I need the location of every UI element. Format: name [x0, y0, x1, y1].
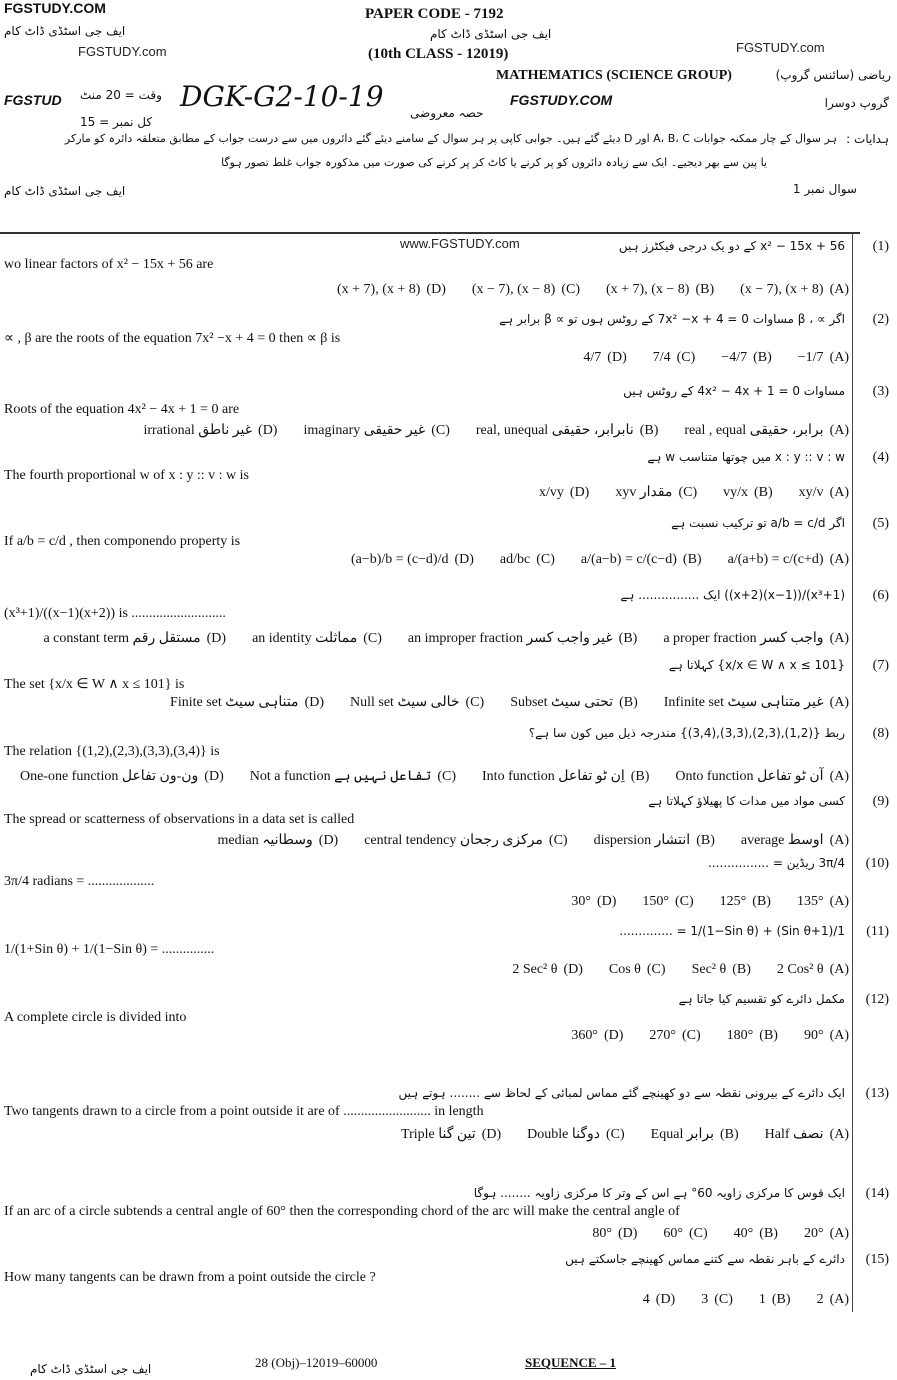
option-text: central tendency مرکزی رجحان: [364, 833, 543, 848]
divider: [0, 232, 860, 234]
question-number: (11): [866, 924, 889, 939]
watermark: FGSTUDY.COM: [4, 0, 106, 16]
option-d: [583, 350, 626, 365]
option-label: (A): [829, 894, 849, 909]
option-text: 2: [816, 1292, 824, 1307]
question-text-urdu: مکمل دائرے کو تقسیم کیا جاتا ہے: [678, 992, 845, 1006]
instructions-label: ہدایات :: [846, 132, 889, 146]
option-text: 40°: [733, 1226, 754, 1241]
total-marks: کل نمبر = 15: [80, 115, 153, 129]
option-text: an identity مماثلت: [252, 631, 358, 646]
option-label: (B): [753, 350, 772, 365]
option-text: 20°: [803, 1226, 824, 1241]
option-text: dispersion انتشار: [593, 833, 691, 848]
option-b: [723, 485, 773, 500]
question-number: (15): [865, 1252, 889, 1267]
option-text: One-one function ون-ون تفاعل: [19, 769, 199, 784]
option-b: [651, 1127, 739, 1142]
option-label: (D): [426, 282, 446, 297]
question-heading: سوال نمبر 1: [792, 182, 857, 196]
option-text: Sec² θ: [691, 962, 727, 977]
option-text: Onto function آن ٹو تفاعل: [675, 769, 824, 784]
option-label: (D): [258, 423, 278, 438]
options: [557, 350, 849, 366]
options: [545, 894, 849, 910]
option-b: [510, 695, 638, 710]
option-a: [728, 552, 849, 567]
option-label: (B): [759, 1226, 778, 1241]
question-number: (14): [865, 1186, 889, 1201]
option-c: [609, 962, 666, 977]
option-d: [571, 1028, 623, 1043]
question-text-english: Two tangents drawn to a circle from a point outside it are of ......................... in length: [4, 1104, 484, 1119]
option-text: ad/bc: [499, 552, 531, 567]
option-label: (A): [829, 350, 849, 365]
option-label: (A): [829, 552, 849, 567]
option-b: [581, 552, 702, 567]
watermark-urdu: ایف جی اسٹڈی ڈاٹ کام: [4, 184, 126, 198]
option-label: (C): [676, 350, 696, 365]
option-a: [777, 962, 849, 977]
option-label: (A): [829, 695, 849, 710]
question-number: (1): [872, 239, 889, 254]
option-label: (A): [829, 423, 849, 438]
option-label: (D): [454, 552, 474, 567]
question-text-english: (x³+1)/((x−1)(x+2)) is ...........................: [4, 606, 226, 621]
option-a: [798, 350, 849, 365]
option-d: [643, 1292, 675, 1307]
option-label: (A): [829, 1127, 849, 1142]
option-label: (A): [829, 282, 849, 297]
option-b: [721, 350, 771, 365]
option-d: [337, 282, 446, 297]
question-number: (8): [872, 726, 889, 741]
option-label: (D): [318, 833, 339, 848]
option-label: (A): [829, 631, 849, 646]
option-d: [512, 962, 583, 977]
option-text: 90°: [803, 1028, 824, 1043]
options: [513, 484, 849, 501]
option-label: (A): [829, 833, 849, 848]
subject-title: MATHEMATICS (SCIENCE GROUP): [496, 68, 732, 83]
option-b: [692, 962, 751, 977]
question-text-urdu: اگر ∝ ، β مساوات 7x² −x + 4 = 0 کے روٹس ہوں تو ∝ β برابر ہے: [499, 312, 845, 326]
option-a: [817, 1292, 849, 1307]
watermark-urdu: ایف جی اسٹڈی ڈاٹ کام: [30, 1362, 152, 1376]
question-text-urdu: {x/x ∈ W ∧ x ≤ 101} کہلاتا ہے: [668, 658, 845, 672]
option-a: [663, 631, 849, 646]
option-label: (B): [630, 769, 650, 784]
options: [375, 1126, 849, 1143]
option-c: [701, 1292, 733, 1307]
options: [17, 630, 849, 647]
column-divider: [852, 232, 853, 1312]
option-c: [500, 552, 555, 567]
option-label: (D): [206, 631, 227, 646]
option-d: [539, 485, 589, 500]
option-text: Triple تین گنا: [401, 1127, 476, 1142]
class-title: (10th CLASS - 12019): [368, 46, 509, 62]
option-label: (C): [431, 423, 450, 438]
option-text: Cos θ: [608, 962, 641, 977]
option-c: [615, 485, 697, 500]
question-text-urdu: x : y :: v : w میں چوتھا متناسب w ہے: [647, 450, 845, 464]
option-label: (C): [678, 485, 698, 500]
option-text: Infinite set غیر متناہی سیٹ: [663, 695, 824, 710]
question-text-urdu: کسی مواد میں مدات کا پھیلاؤ کہلاتا ہے: [648, 794, 845, 808]
option-label: (D): [304, 695, 324, 710]
option-text: −4/7: [721, 350, 748, 365]
question-number: (3): [872, 384, 889, 399]
option-label: (C): [714, 1292, 733, 1307]
option-text: Null set خالی سیٹ: [350, 695, 460, 710]
option-c: [364, 833, 567, 848]
sequence-number: SEQUENCE – 1: [525, 1355, 617, 1370]
question-text-english: wo linear factors of x² − 15x + 56 are: [4, 257, 214, 272]
option-text: x/vy: [539, 485, 564, 500]
option-text: 180°: [726, 1028, 754, 1043]
option-text: median وسطانیہ: [217, 833, 313, 848]
handwritten-note: DGK-G2-10-19: [180, 80, 384, 113]
option-b: [734, 1226, 778, 1241]
option-text: (a−b)/b = (c−d)/d: [350, 552, 449, 567]
option-c: [350, 695, 484, 710]
option-label: (B): [771, 1292, 791, 1307]
option-text: 360°: [571, 1028, 598, 1043]
option-text: Half نصف: [764, 1127, 824, 1142]
option-label: (B): [752, 894, 771, 909]
instructions-line-1: ہر سوال کے چار ممکنہ جوابات A، B، C اور D دیئے گئے ہیں۔ جوابی کاپی پر ہر سوال کے سامنے دیئے گئے دائروں میں سے درست جواب کے مطابق متعلقہ دائرہ کو مارکر: [64, 132, 837, 145]
option-a: [675, 769, 849, 784]
option-text: xy/v: [798, 485, 824, 500]
option-label: (D): [569, 485, 590, 500]
option-label: (B): [619, 695, 638, 710]
question-number: (13): [865, 1086, 889, 1101]
option-label: (C): [561, 282, 580, 297]
option-text: 7/4: [652, 350, 671, 365]
option-label: (D): [481, 1127, 502, 1142]
option-d: [571, 894, 616, 909]
option-b: [594, 833, 715, 848]
option-text: irrational غیر ناطق: [143, 423, 253, 438]
option-a: [740, 282, 849, 297]
options: [144, 694, 849, 711]
option-text: 270°: [649, 1028, 676, 1043]
question-number: (9): [872, 794, 889, 809]
option-c: [472, 282, 580, 297]
option-label: (B): [754, 485, 773, 500]
question-number: (7): [872, 658, 889, 673]
option-text: real, unequal نابرابر، حقیقی: [475, 423, 634, 438]
option-label: (C): [363, 631, 382, 646]
option-text: 150°: [642, 894, 669, 909]
option-text: 125°: [719, 894, 747, 909]
question-text-english: ∝ , β are the roots of the equation 7x² −x + 4 = 0 then ∝ β is: [4, 331, 341, 346]
option-text: a/(a−b) = c/(c−d): [580, 552, 677, 567]
option-a: [804, 1028, 849, 1043]
option-text: a constant term مستقل رقم: [43, 631, 201, 646]
question-text-urdu: مساوات 4x² − 4x + 1 = 0 کے روٹس ہیں: [623, 384, 845, 398]
option-text: 2 Sec² θ: [512, 962, 558, 977]
option-a: [741, 833, 849, 848]
option-label: (D): [204, 769, 224, 784]
question-text-english: A complete circle is divided into: [4, 1010, 187, 1025]
option-label: (A): [829, 485, 849, 500]
option-b: [720, 894, 771, 909]
option-text: 4/7: [583, 350, 602, 365]
group-urdu: گروپ دوسرا: [824, 96, 889, 110]
option-text: xyv مقدار: [615, 485, 673, 500]
option-label: (B): [696, 833, 715, 848]
options: [311, 282, 849, 298]
question-text-urdu: دائرے کے باہر نقطہ سے کتنے مماس کھینچے جاسکتے ہیں: [565, 1252, 845, 1266]
option-label: (D): [596, 894, 617, 909]
option-text: Subset تحتی سیٹ: [510, 695, 614, 710]
option-a: [804, 1226, 849, 1241]
option-label: (C): [682, 1028, 701, 1043]
option-label: (D): [563, 962, 583, 977]
option-label: (B): [618, 631, 638, 646]
option-b: [759, 1292, 791, 1307]
option-text: imaginary غیر حقیقی: [303, 423, 426, 438]
option-label: (B): [695, 282, 715, 297]
option-d: [592, 1226, 637, 1241]
watermark: FGSTUDY.COM: [510, 92, 613, 108]
option-text: 30°: [571, 894, 591, 909]
question-text-english: 1/(1+Sin θ) + 1/(1−Sin θ) = ...............: [4, 942, 215, 957]
options: [486, 962, 849, 978]
question-text-urdu: 3π/4 ریڈین = ................: [708, 856, 845, 870]
watermark: www.FGSTUDY.com: [400, 236, 520, 251]
section-title: حصہ معروضی: [410, 106, 484, 120]
question-text-urdu: (x³+1)/((x−1)(x+2)) ایک ................ ہے: [620, 588, 845, 602]
option-label: (C): [548, 833, 568, 848]
question-text-urdu: 1/(1+Sin θ) + 1/(1−Sin θ) = ..............: [619, 924, 845, 938]
option-text: average اوسط: [740, 833, 824, 848]
option-c: [663, 1226, 707, 1241]
option-c: [303, 423, 449, 438]
option-label: (A): [829, 1028, 849, 1043]
option-text: real , equal برابر، حقیقی: [684, 423, 824, 438]
option-text: 1: [758, 1292, 766, 1307]
option-text: 60°: [663, 1226, 683, 1241]
question-text-english: The relation {(1,2),(2,3),(3,3),(3,4)} is: [4, 744, 220, 759]
subject-urdu: ریاضی (سائنس گروپ): [775, 68, 891, 82]
options: [191, 832, 849, 849]
option-text: vy/x: [723, 485, 748, 500]
option-text: a/(a+b) = c/(c+d): [727, 552, 824, 567]
question-text-english: Roots of the equation 4x² − 4x + 1 = 0 are: [4, 402, 240, 417]
option-b: [482, 769, 649, 784]
question-number: (5): [872, 516, 889, 531]
option-text: 4: [642, 1292, 650, 1307]
option-a: [799, 485, 849, 500]
watermark: FGSTUD: [4, 92, 62, 108]
option-text: (x − 7), (x + 8): [740, 282, 824, 297]
option-d: [217, 833, 338, 848]
question-text-urdu: ایک قوس کا مرکزی زاویہ 60° ہے اس کے وتر کا مرکزی زاویہ ........ ہوگا: [473, 1186, 845, 1200]
option-a: [684, 423, 849, 438]
watermark: FGSTUDY.com: [736, 40, 825, 55]
option-text: (x + 7), (x − 8): [605, 282, 690, 297]
paper-code: PAPER CODE - 7192: [365, 6, 504, 22]
option-label: (D): [617, 1226, 638, 1241]
option-c: [252, 631, 382, 646]
option-label: (B): [759, 1028, 778, 1043]
option-c: [250, 769, 456, 784]
option-d: [143, 423, 277, 438]
footer-code: 28 (Obj)–12019–60000: [255, 1355, 378, 1370]
option-label: (A): [829, 1226, 849, 1241]
options: [566, 1226, 849, 1242]
option-d: [401, 1127, 501, 1142]
question-number: (10): [865, 856, 889, 871]
question-text-english: The set {x/x ∈ W ∧ x ≤ 101} is: [4, 677, 185, 692]
option-text: Equal برابر: [650, 1127, 714, 1142]
question-text-english: If an arc of a circle subtends a central angle of 60° then the corresponding chord of the arc will make the central angle of: [4, 1204, 680, 1219]
option-c: [653, 350, 696, 365]
watermark: FGSTUDY.com: [78, 44, 167, 59]
question-number: (4): [872, 450, 889, 465]
option-label: (D): [655, 1292, 676, 1307]
options: [617, 1292, 849, 1308]
question-number: (6): [872, 588, 889, 603]
question-number: (2): [872, 312, 889, 327]
option-text: a proper fraction واجب کسر: [663, 631, 824, 646]
option-text: (x + 7), (x + 8): [336, 282, 421, 297]
option-a: [765, 1127, 849, 1142]
question-text-english: How many tangents can be drawn from a point outside the circle ?: [4, 1270, 376, 1285]
option-label: (C): [689, 1226, 708, 1241]
option-text: Double دوگنا: [527, 1127, 600, 1142]
question-text-english: The fourth proportional w of x : y :: v : w is: [4, 468, 249, 483]
option-label: (C): [606, 1127, 625, 1142]
question-text-urdu: اگر a/b = c/d تو ترکیب نسبت ہے: [671, 516, 845, 530]
option-label: (D): [603, 1028, 624, 1043]
option-b: [476, 423, 659, 438]
question-text-urdu: ربط {(1,2),(2,3),(3,3),(3,4)} مندرجہ ذیل میں کون سا ہے؟: [528, 726, 845, 740]
option-label: (B): [639, 423, 659, 438]
instructions-line-2: یا پین سے بھر دیجیے۔ ایک سے زیادہ دائروں کو پر کرنے یا کاٹ کر پر کرنے کی صورت میں مذکورہ جواب غلط تصور ہوگا: [221, 156, 767, 169]
option-label: (C): [646, 962, 666, 977]
option-b: [727, 1028, 778, 1043]
question-text-english: If a/b = c/d , then componendo property is: [4, 534, 241, 549]
option-text: 2 Cos² θ: [776, 962, 824, 977]
option-d: [170, 695, 324, 710]
option-a: [797, 894, 849, 909]
option-label: (C): [465, 695, 485, 710]
question-number: (12): [865, 992, 889, 1007]
option-label: (C): [536, 552, 555, 567]
option-text: 135°: [796, 894, 824, 909]
option-label: (D): [607, 350, 627, 365]
option-a: [664, 695, 849, 710]
watermark-urdu: ایف جی اسٹڈی ڈاٹ کام: [430, 27, 552, 41]
question-text-urdu: x² − 15x + 56 کے دو یک درجی فیکٹرز ہیں: [618, 239, 845, 253]
question-text-english: 3π/4 radians = ...................: [4, 874, 155, 889]
option-b: [606, 282, 714, 297]
option-label: (A): [829, 1292, 849, 1307]
option-label: (C): [675, 894, 694, 909]
option-d: [351, 552, 474, 567]
option-label: (A): [829, 769, 849, 784]
options: [325, 552, 849, 568]
option-label: (C): [437, 769, 457, 784]
option-label: (B): [732, 962, 751, 977]
option-text: Into function اِن ٹو تفاعل: [482, 769, 625, 784]
option-label: (B): [719, 1127, 739, 1142]
option-c: [527, 1127, 625, 1142]
time-allowed: وقت = 20 منٹ: [80, 88, 162, 102]
option-label: (B): [682, 552, 702, 567]
options: [117, 422, 849, 439]
option-text: Not a function تفاعل نہیں ہے: [249, 769, 432, 784]
option-text: −1/7: [797, 350, 824, 365]
watermark-urdu: ایف جی اسٹڈی ڈاٹ کام: [4, 24, 126, 38]
option-text: 3: [701, 1292, 709, 1307]
question-text-english: The spread or scatterness of observations in a data set is called: [4, 812, 355, 827]
option-text: (x − 7), (x − 8): [471, 282, 556, 297]
option-text: an improper fraction غیر واجب کسر: [407, 631, 613, 646]
options: [545, 1028, 849, 1044]
option-text: 80°: [592, 1226, 612, 1241]
option-c: [642, 894, 693, 909]
question-text-urdu: ایک دائرے کے بیرونی نقطہ سے دو کھینچے گئے مماس لمبائی کے لحاظ سے ........ ہوتے ہیں: [398, 1086, 845, 1100]
option-label: (A): [829, 962, 849, 977]
option-c: [649, 1028, 700, 1043]
option-b: [408, 631, 637, 646]
options: [0, 768, 849, 785]
option-text: Finite set متناہی سیٹ: [170, 695, 299, 710]
option-d: [20, 769, 224, 784]
option-d: [43, 631, 226, 646]
